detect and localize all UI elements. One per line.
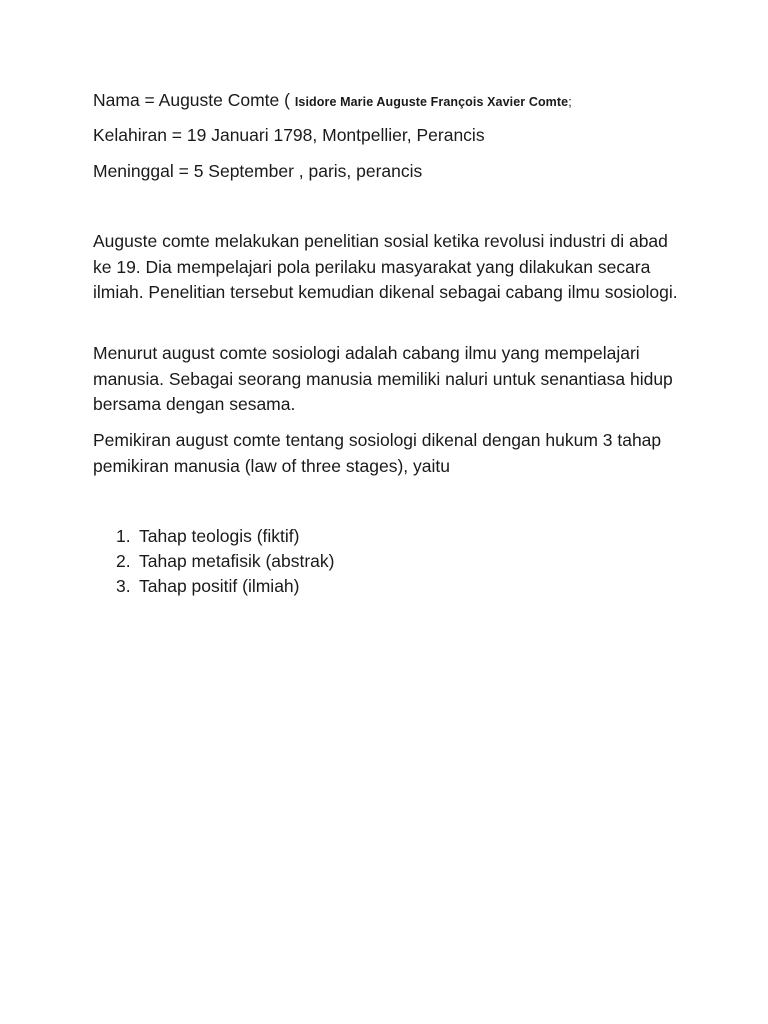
paragraph-3-text: Pemikiran august comte tentang sosiologi dikenal dengan hukum 3 tahap pemikiran manusia (law of three stages), yaitu (93, 430, 662, 476)
paragraph-2 (93, 341, 683, 418)
list-item (116, 549, 335, 574)
stages-list (116, 524, 335, 599)
list-item-number: 2. (116, 551, 131, 571)
full-name: Isidore Marie Auguste François Xavier Comte (294, 95, 569, 109)
paragraph-3 (93, 428, 683, 479)
list-item (116, 574, 335, 599)
list-item-number: 1. (116, 526, 131, 546)
nama-suffix: ; (568, 95, 572, 109)
paragraph-1 (93, 229, 683, 306)
list-item (116, 524, 335, 549)
kelahiran-line: Kelahiran = 19 Januari 1798, Montpellier, Perancis (93, 125, 485, 145)
paragraph-2-text: Menurut august comte sosiologi adalah cabang ilmu yang mempelajari manusia. Sebagai seorang manusia memiliki naluri untuk senantiasa hidup bersama dengan sesama. (93, 343, 673, 414)
list-item-text: Tahap metafisik (abstrak) (139, 551, 335, 571)
nama-line (93, 87, 572, 115)
meninggal-line: Meninggal = 5 September , paris, perancis (93, 161, 423, 181)
list-item-text: Tahap positif (ilmiah) (139, 576, 300, 596)
list-item-text: Tahap teologis (fiktif) (139, 526, 300, 546)
paragraph-1-text: Auguste comte melakukan penelitian sosial ketika revolusi industri di abad ke 19. Dia mempelajari pola perilaku masyarakat yang dilakukan secara ilmiah. Penelitian tersebut kemudian dikenal sebagai cabang ilmu sosiologi. (93, 231, 678, 302)
nama-label: Nama = Auguste Comte ( (93, 90, 295, 110)
list-item-number: 3. (116, 576, 131, 596)
